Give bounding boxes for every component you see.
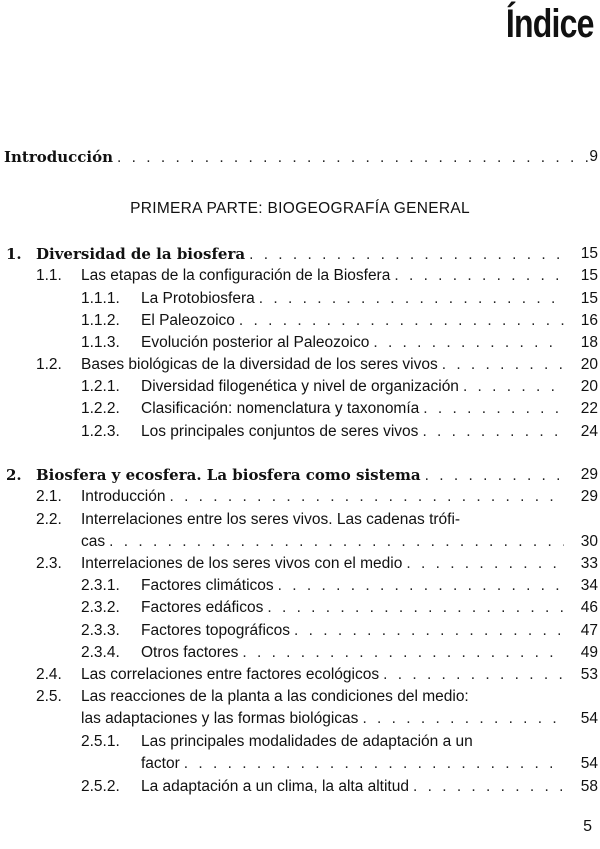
toc-entry-page: 15 [580, 290, 598, 307]
toc-entry-1-1[interactable] [36, 265, 598, 287]
toc-entry-2-3-4[interactable] [81, 642, 598, 664]
toc-entry-1-1-3[interactable] [81, 332, 598, 354]
toc-entry-number: 2.3.3. [81, 622, 120, 639]
toc-entry-page: 22 [580, 400, 598, 417]
toc-entry-label: Las correlaciones entre factores ecológicos [81, 666, 380, 683]
toc-entry-number: 1.2. [36, 356, 62, 373]
toc-entry-label: La adaptación a un clima, la alta altitud [141, 778, 409, 795]
toc-entry-page: 46 [580, 599, 598, 616]
toc-entry-number: 1.2.2. [81, 400, 120, 417]
toc-entry-page: 54 [580, 755, 598, 772]
toc-entry-number: 2.3.1. [81, 577, 120, 594]
toc-entry-number: 1.1.3. [81, 334, 120, 351]
toc-entry-2-5-2[interactable] [81, 776, 598, 798]
toc-entry-number: 2.3.2. [81, 599, 120, 616]
toc-entry-page: 9 [589, 148, 598, 165]
toc-entry-label: Factores edáficos [141, 599, 264, 616]
toc-entry-label: La Protobiosfera [141, 290, 255, 307]
toc-entry-2-4[interactable] [36, 664, 598, 686]
toc-entry-2-5-1-line2[interactable] [141, 753, 598, 775]
toc-entry-page: 29 [580, 466, 598, 483]
leader-dots [413, 776, 564, 798]
toc-entry-label-continued: las adaptaciones y las formas biológicas [81, 710, 359, 727]
toc-entry-2-3-3[interactable] [81, 620, 598, 642]
toc-entry-chapter-1[interactable] [6, 243, 598, 266]
toc-entry-2-3-1[interactable] [81, 575, 598, 597]
toc-entry-2-3-2[interactable] [81, 597, 598, 619]
toc-entry-label: Las principales modalidades de adaptación a un [141, 733, 473, 750]
toc-entry-label: Bases biológicas de la diversidad de los seres vivos [81, 356, 438, 373]
toc-entry-number: 2.5.2. [81, 778, 120, 795]
toc-entry-number: 2.3. [36, 555, 62, 572]
part-heading: PRIMERA PARTE: BIOGEOGRAFÍA GENERAL [130, 200, 470, 217]
toc-entry-page: 33 [580, 555, 598, 572]
leader-dots [422, 421, 564, 443]
toc-entry-label: Biosfera y ecosfera. La biosfera como sistema [36, 466, 421, 484]
toc-entry-label: Los principales conjuntos de seres vivos [141, 423, 419, 440]
toc-entry-2-2-line2[interactable] [81, 531, 598, 553]
leader-dots [109, 531, 564, 553]
toc-entry-label: Interrelaciones de los seres vivos con el medio [81, 555, 403, 572]
toc-entry-chapter-2[interactable] [6, 464, 598, 487]
toc-entry-page: 20 [580, 356, 598, 373]
toc-entry-1-2-1[interactable] [81, 376, 598, 398]
toc-entry-label: Las reacciones de la planta a las condiciones del medio: [81, 688, 469, 705]
toc-entry-page: 49 [580, 644, 598, 661]
toc-entry-2-5-line1[interactable] [36, 686, 469, 708]
leader-dots [373, 332, 564, 354]
toc-entry-page: 54 [580, 710, 598, 727]
toc-entry-number: 2.5. [36, 688, 62, 705]
leader-dots [117, 147, 594, 169]
toc-entry-page: 47 [580, 622, 598, 639]
toc-entry-2-5-line2[interactable] [81, 708, 598, 730]
toc-entry-number: 1.1.2. [81, 312, 120, 329]
toc-entry-label: Introducción [4, 148, 114, 166]
toc-entry-label: Factores topográficos [141, 622, 291, 639]
leader-dots [267, 597, 564, 619]
toc-entry-number: 2.3.4. [81, 644, 120, 661]
toc-entry-introduction[interactable] [4, 146, 598, 169]
toc-entry-page: 30 [580, 533, 598, 550]
toc-entry-label: Otros factores [141, 644, 239, 661]
toc-entry-label: Diversidad filogenética y nivel de organización [141, 378, 459, 395]
toc-entry-2-3[interactable] [36, 553, 598, 575]
leader-dots [184, 753, 564, 775]
toc-entry-label: Las etapas de la configuración de la Biosfera [81, 267, 391, 284]
toc-entry-1-1-1[interactable] [81, 288, 598, 310]
page-number: 5 [583, 818, 592, 835]
toc-entry-1-2-2[interactable] [81, 398, 598, 420]
leader-dots [425, 465, 564, 487]
toc-entry-number: 1. [6, 245, 22, 263]
toc-entry-page: 24 [580, 423, 598, 440]
toc-entry-page: 15 [580, 267, 598, 284]
toc-entry-number: 1.2.1. [81, 378, 120, 395]
leader-dots [278, 575, 564, 597]
leader-dots [383, 664, 564, 686]
toc-entry-number: 1.2.3. [81, 423, 120, 440]
toc-entry-number: 2. [6, 466, 22, 484]
leader-dots [406, 553, 564, 575]
leader-dots [169, 486, 564, 508]
toc-entry-number: 2.5.1. [81, 733, 120, 750]
toc-entry-label: Clasificación: nomenclatura y taxonomía [141, 400, 420, 417]
toc-entry-label: Interrelaciones entre los seres vivos. Las cadenas trófi- [81, 511, 461, 528]
leader-dots [442, 354, 564, 376]
toc-entry-label-continued: cas [81, 533, 106, 550]
leader-dots [242, 642, 564, 664]
toc-entry-1-2-3[interactable] [81, 421, 598, 443]
toc-entry-label: Evolución posterior al Paleozoico [141, 334, 370, 351]
toc-entry-label: Diversidad de la biosfera [36, 245, 246, 263]
toc-entry-page: 18 [580, 334, 598, 351]
toc-entry-number: 2.1. [36, 488, 62, 505]
page-title: Índice [506, 2, 594, 46]
leader-dots [259, 288, 564, 310]
toc-entry-page: 16 [580, 312, 598, 329]
toc-entry-label: Factores climáticos [141, 577, 274, 594]
leader-dots [423, 398, 564, 420]
toc-entry-page: 34 [580, 577, 598, 594]
toc-entry-page: 53 [580, 666, 598, 683]
toc-entry-number: 2.2. [36, 511, 62, 528]
toc-entry-number: 1.1.1. [81, 290, 120, 307]
leader-dots [362, 708, 564, 730]
toc-entry-number: 1.1. [36, 267, 62, 284]
toc-entry-page: 20 [580, 378, 598, 395]
toc-entry-page: 15 [580, 245, 598, 262]
leader-dots [394, 265, 564, 287]
leader-dots [463, 376, 564, 398]
toc-entry-1-2[interactable] [36, 354, 598, 376]
toc-entry-number: 2.4. [36, 666, 62, 683]
toc-entry-2-1[interactable] [36, 486, 598, 508]
leader-dots [249, 244, 564, 266]
toc-entry-label: El Paleozoico [141, 312, 235, 329]
leader-dots [294, 620, 564, 642]
leader-dots [239, 310, 564, 332]
toc-entry-1-1-2[interactable] [81, 310, 598, 332]
toc-entry-page: 29 [580, 488, 598, 505]
toc-entry-label-continued: factor [141, 755, 180, 772]
toc-entry-2-2-line1[interactable] [36, 509, 460, 531]
toc-entry-2-5-1-line1[interactable] [81, 731, 473, 753]
toc-entry-page: 58 [580, 778, 598, 795]
toc-entry-label: Introducción [81, 488, 166, 505]
